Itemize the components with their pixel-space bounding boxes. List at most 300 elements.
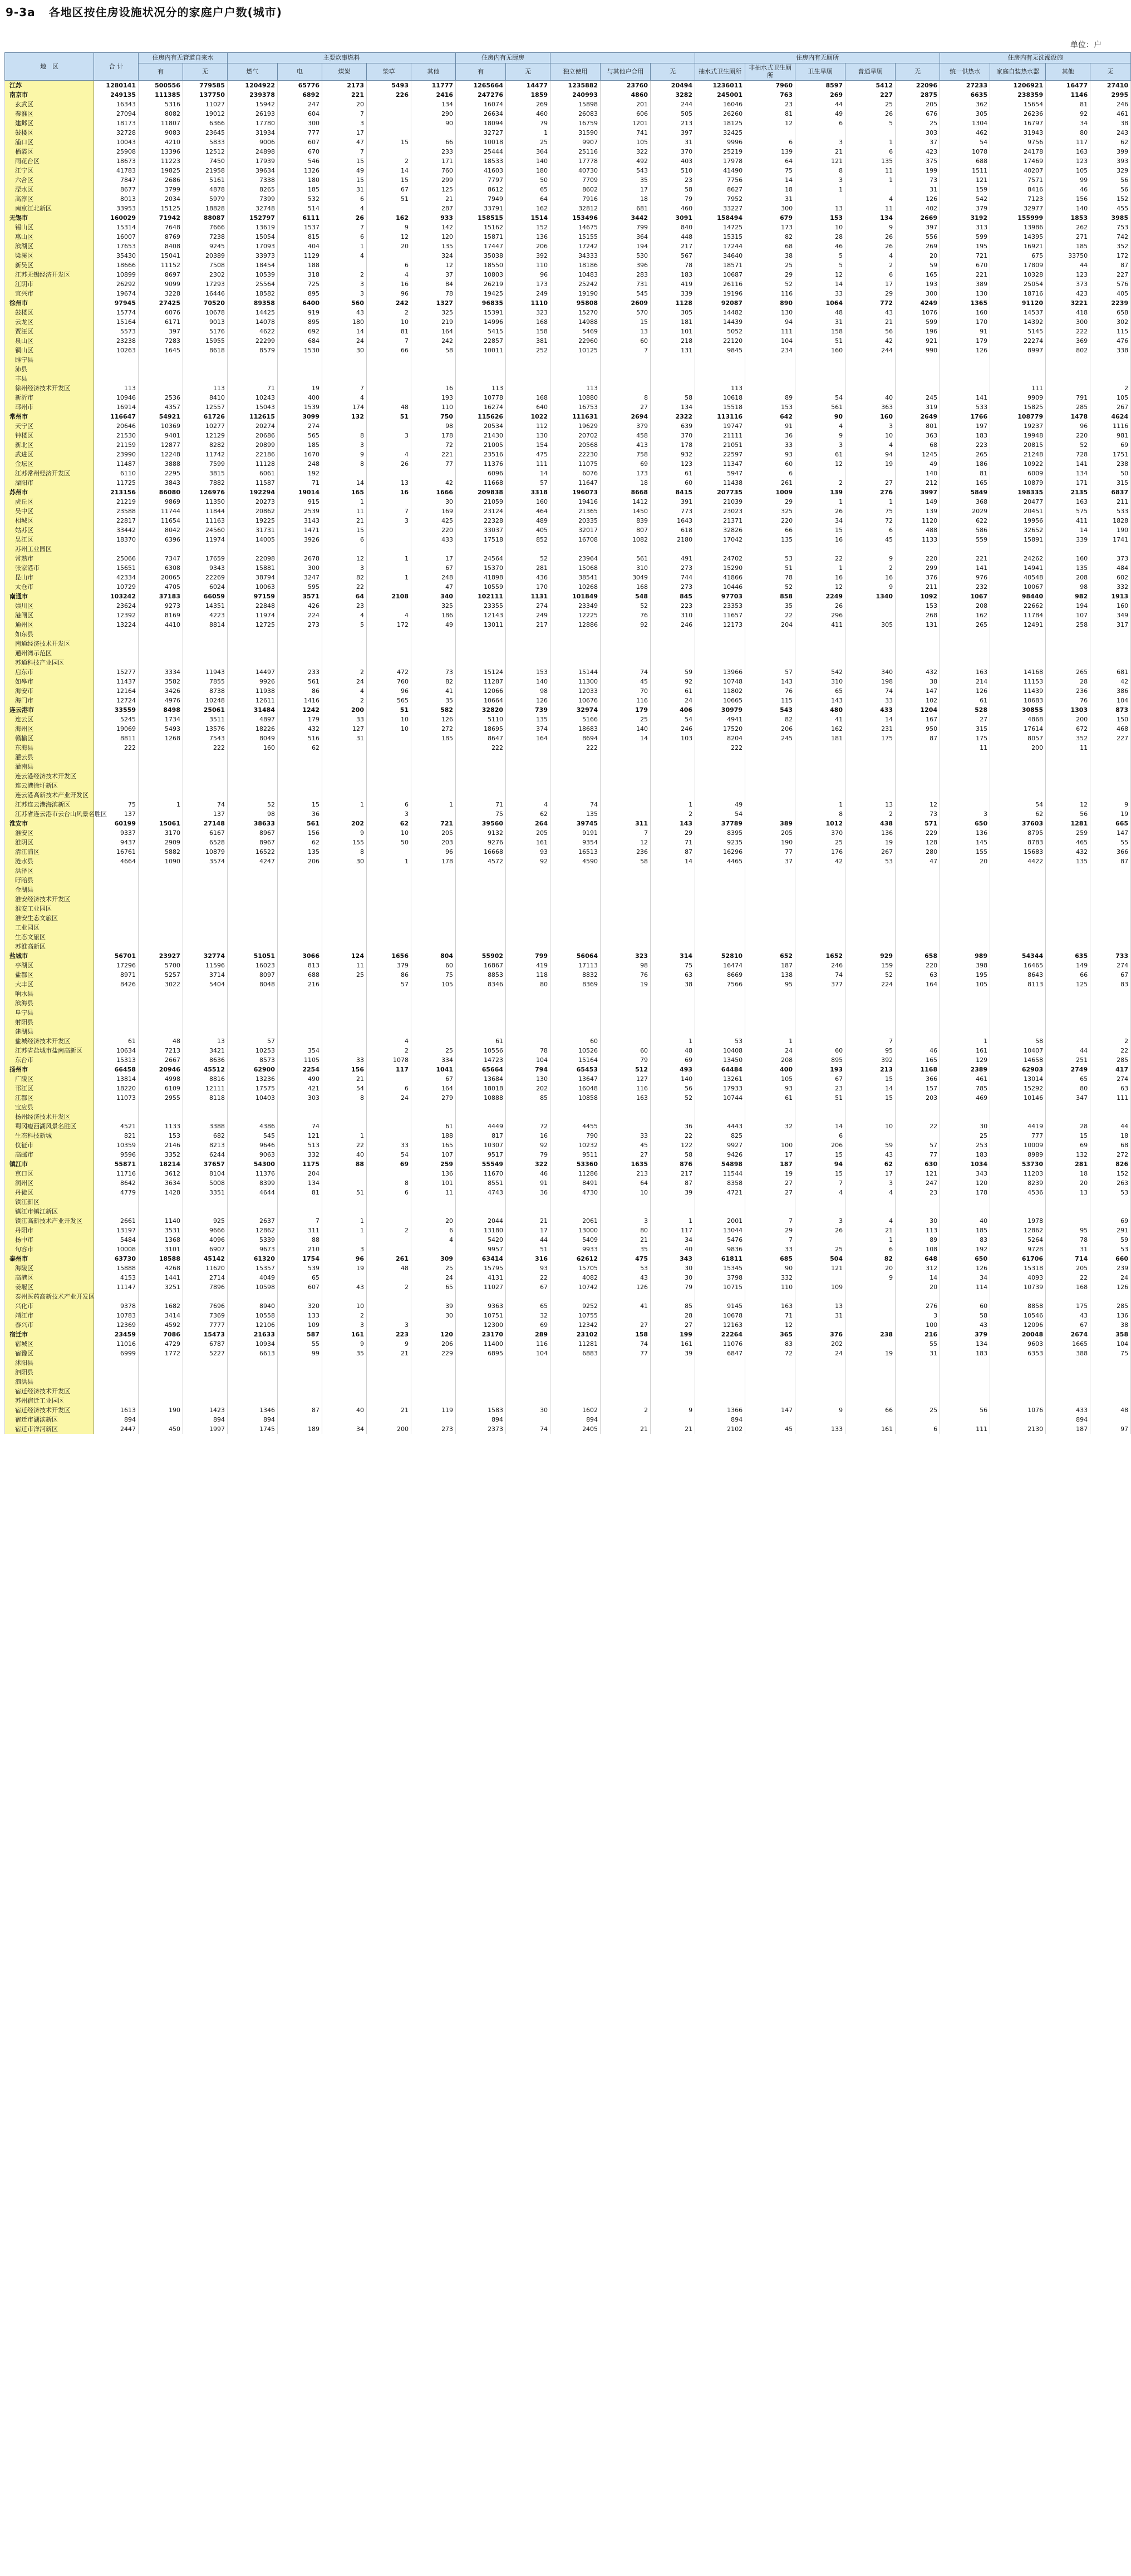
- cell-value: 1129: [278, 251, 322, 260]
- cell-value: 16474: [695, 961, 745, 970]
- cell-value: 12: [601, 838, 651, 847]
- cell-value: [322, 544, 367, 554]
- cell-value: 815: [278, 232, 322, 242]
- cell-value: 1: [367, 554, 411, 563]
- cell-value: 58: [601, 857, 651, 866]
- cell-value: 1265664: [456, 81, 506, 91]
- cell-value: [228, 885, 278, 894]
- cell-value: [795, 866, 845, 876]
- region-name: 洪泽区: [5, 866, 94, 876]
- cell-value: [367, 393, 411, 402]
- cell-value: [601, 374, 651, 384]
- cell-value: 158: [601, 1330, 651, 1339]
- cell-value: [411, 932, 456, 942]
- cell-value: 222: [456, 743, 506, 753]
- cell-value: 4410: [139, 620, 183, 630]
- cell-value: [278, 544, 322, 554]
- cell-value: 54: [322, 1084, 367, 1093]
- cell-value: [795, 1273, 845, 1282]
- cell-value: 216: [278, 980, 322, 989]
- cell-value: [1046, 923, 1090, 932]
- cell-value: 84: [411, 279, 456, 289]
- cell-value: 33227: [695, 204, 745, 213]
- cell-value: [990, 1415, 1046, 1424]
- cell-value: 676: [896, 109, 940, 119]
- cell-value: 52: [745, 582, 795, 592]
- cell-value: 3388: [183, 1122, 228, 1131]
- cell-value: 739: [506, 705, 550, 715]
- cell-value: 158: [795, 327, 845, 336]
- table-row: [5, 1245, 1131, 1254]
- cell-value: [651, 1008, 695, 1017]
- cell-value: 2447: [94, 1424, 139, 1434]
- cell-value: 76: [601, 970, 651, 980]
- cell-value: 60: [601, 336, 651, 346]
- table-row: [5, 838, 1131, 847]
- cell-value: 16007: [94, 232, 139, 242]
- cell-value: 9: [322, 1339, 367, 1349]
- cell-value: 25: [940, 1131, 990, 1140]
- cell-value: [322, 1235, 367, 1245]
- cell-value: [139, 1292, 183, 1301]
- table-code: 9-3a: [6, 6, 36, 19]
- cell-value: 3101: [139, 1245, 183, 1254]
- cell-value: [651, 374, 695, 384]
- cell-value: 3247: [278, 573, 322, 582]
- cell-value: [411, 365, 456, 374]
- cell-value: [367, 1415, 411, 1424]
- cell-value: 117: [651, 1226, 695, 1235]
- cell-value: [1046, 771, 1090, 781]
- cell-value: 37183: [139, 592, 183, 601]
- cell-value: [506, 894, 550, 904]
- table-row: [5, 147, 1131, 156]
- region-name: 淮安生态文旅区: [5, 913, 94, 923]
- cell-value: [506, 544, 550, 554]
- cell-value: 11203: [990, 1169, 1046, 1178]
- cell-value: 274: [1090, 1074, 1131, 1084]
- cell-value: 4247: [228, 857, 278, 866]
- cell-value: 10063: [228, 582, 278, 592]
- cell-value: 1511: [940, 166, 990, 175]
- cell-value: 22848: [228, 601, 278, 611]
- cell-value: 207735: [695, 488, 745, 497]
- cell-value: [411, 923, 456, 932]
- cell-value: 492: [601, 156, 651, 166]
- cell-value: 618: [651, 525, 695, 535]
- cell-value: [745, 648, 795, 658]
- cell-value: [1046, 781, 1090, 790]
- cell-value: 169: [411, 507, 456, 516]
- cell-value: 15: [795, 525, 845, 535]
- cell-value: 8118: [183, 1093, 228, 1103]
- cell-value: 157: [896, 1084, 940, 1093]
- cell-value: 188: [278, 260, 322, 270]
- cell-value: 575: [1046, 507, 1090, 516]
- table-row: [5, 317, 1131, 327]
- cell-value: 15391: [456, 308, 506, 317]
- cell-value: 113116: [695, 412, 745, 421]
- cell-value: 23023: [695, 507, 745, 516]
- cell-value: [139, 355, 183, 365]
- cell-value: 10: [322, 1301, 367, 1311]
- region-name: 镇江高新技术产业开发区: [5, 1216, 94, 1226]
- cell-value: [1046, 904, 1090, 913]
- cell-value: 272: [1090, 1150, 1131, 1159]
- cell-value: 3634: [139, 1178, 183, 1188]
- cell-value: 8399: [228, 1178, 278, 1188]
- cell-value: 542: [795, 667, 845, 677]
- cell-value: 60: [745, 459, 795, 469]
- cell-value: 1734: [139, 715, 183, 724]
- cell-value: 989: [940, 951, 990, 961]
- cell-value: 6: [845, 270, 896, 279]
- cell-value: 1368: [139, 1235, 183, 1245]
- cell-value: 23349: [550, 601, 601, 611]
- region-name: 泰州市: [5, 1254, 94, 1264]
- cell-value: 3066: [278, 951, 322, 961]
- cell-value: 72: [745, 1349, 795, 1358]
- cell-value: 181: [651, 317, 695, 327]
- cell-value: 1: [795, 497, 845, 507]
- cell-value: [506, 630, 550, 639]
- cell-value: 3318: [506, 488, 550, 497]
- cell-value: 2034: [139, 194, 183, 204]
- cell-value: 22: [322, 1140, 367, 1150]
- cell-value: 150: [1090, 715, 1131, 724]
- table-row: [5, 384, 1131, 393]
- cell-value: 386: [1090, 686, 1131, 696]
- cell-value: 1: [322, 1216, 367, 1226]
- cell-value: 283: [601, 270, 651, 279]
- cell-value: [367, 932, 411, 942]
- header-sub-3: 电: [278, 63, 322, 81]
- cell-value: 1530: [278, 346, 322, 355]
- cell-value: [845, 1368, 896, 1377]
- cell-value: 10880: [550, 393, 601, 402]
- cell-value: 933: [411, 213, 456, 223]
- cell-value: 419: [651, 279, 695, 289]
- cell-value: 476: [1090, 336, 1131, 346]
- cell-value: 205: [506, 828, 550, 838]
- cell-value: [695, 365, 745, 374]
- cell-value: 15705: [550, 1264, 601, 1273]
- cell-value: [795, 781, 845, 790]
- cell-value: [651, 384, 695, 393]
- cell-value: [745, 753, 795, 762]
- cell-value: 3192: [940, 213, 990, 223]
- cell-value: 7: [322, 223, 367, 232]
- cell-value: [745, 1292, 795, 1301]
- cell-value: 3352: [139, 1150, 183, 1159]
- cell-value: 208: [745, 1055, 795, 1065]
- cell-value: [651, 1017, 695, 1027]
- cell-value: [1046, 658, 1090, 667]
- cell-value: [896, 1292, 940, 1301]
- cell-value: 10248: [183, 696, 228, 705]
- table-row: [5, 175, 1131, 185]
- cell-value: 300: [896, 289, 940, 298]
- cell-value: 98: [411, 421, 456, 431]
- cell-value: 4729: [139, 1339, 183, 1349]
- cell-value: 1754: [278, 1254, 322, 1264]
- cell-value: 11: [322, 507, 367, 516]
- cell-value: 258: [1046, 620, 1090, 630]
- cell-value: 14395: [990, 232, 1046, 242]
- cell-value: 11016: [94, 1339, 139, 1349]
- cell-value: 1537: [278, 223, 322, 232]
- cell-value: [367, 1027, 411, 1036]
- cell-value: 813: [278, 961, 322, 970]
- cell-value: [1046, 999, 1090, 1008]
- region-name: 高淳区: [5, 194, 94, 204]
- cell-value: 405: [506, 525, 550, 535]
- cell-value: 2661: [94, 1216, 139, 1226]
- cell-value: 25908: [94, 147, 139, 156]
- cell-value: 16274: [456, 402, 506, 412]
- cell-value: 5227: [183, 1349, 228, 1358]
- cell-value: [322, 1178, 367, 1188]
- cell-value: [94, 866, 139, 876]
- cell-value: 11376: [456, 459, 506, 469]
- cell-value: 21111: [695, 431, 745, 440]
- cell-value: [322, 753, 367, 762]
- cell-value: 27: [745, 1188, 795, 1197]
- cell-value: [139, 876, 183, 885]
- cell-value: 38541: [550, 573, 601, 582]
- cell-value: 94: [795, 1159, 845, 1169]
- cell-value: 7508: [183, 260, 228, 270]
- cell-value: [990, 790, 1046, 800]
- cell-value: 40: [651, 1245, 695, 1254]
- cell-value: 12: [795, 459, 845, 469]
- cell-value: [278, 999, 322, 1008]
- cell-value: [695, 1396, 745, 1405]
- cell-value: 15124: [456, 667, 506, 677]
- cell-value: [550, 1027, 601, 1036]
- region-name: 东海县: [5, 743, 94, 753]
- region-name: 清江浦区: [5, 847, 94, 857]
- region-name: 常熟市: [5, 554, 94, 563]
- cell-value: [94, 1017, 139, 1027]
- cell-value: [1090, 989, 1131, 999]
- cell-value: 121: [896, 1169, 940, 1178]
- cell-value: [367, 563, 411, 573]
- cell-value: [411, 469, 456, 478]
- cell-value: 18018: [456, 1084, 506, 1093]
- cell-value: [550, 913, 601, 923]
- cell-value: 11974: [183, 535, 228, 544]
- cell-value: 19825: [139, 166, 183, 175]
- cell-value: 721: [940, 251, 990, 260]
- cell-value: 817: [456, 1131, 506, 1140]
- header-group-fuel: 主要炊事燃料: [228, 53, 456, 63]
- cell-value: 10676: [550, 696, 601, 705]
- cell-value: 13197: [94, 1226, 139, 1235]
- region-name: 武进区: [5, 450, 94, 459]
- cell-value: 329: [1090, 166, 1131, 175]
- cell-value: [896, 1368, 940, 1377]
- cell-value: 11: [322, 961, 367, 970]
- cell-value: 240993: [550, 90, 601, 100]
- cell-value: 1741: [1090, 535, 1131, 544]
- cell-value: 20477: [990, 497, 1046, 507]
- cell-value: 116: [506, 1339, 550, 1349]
- cell-value: [1046, 1377, 1090, 1387]
- cell-value: [1090, 942, 1131, 951]
- cell-value: [139, 923, 183, 932]
- region-name: 宿迁经济技术开发区: [5, 1387, 94, 1396]
- cell-value: 858: [745, 592, 795, 601]
- cell-value: [278, 1036, 322, 1046]
- cell-value: 419: [506, 961, 550, 970]
- cell-value: [228, 630, 278, 639]
- cell-value: 1: [795, 563, 845, 573]
- cell-value: 104: [506, 1349, 550, 1358]
- cell-value: [94, 762, 139, 771]
- cell-value: 12491: [990, 620, 1046, 630]
- cell-value: [990, 1368, 1046, 1377]
- cell-value: 23645: [183, 128, 228, 137]
- cell-value: 9426: [695, 1150, 745, 1159]
- cell-value: 30: [322, 346, 367, 355]
- cell-value: 74: [601, 1339, 651, 1349]
- cell-value: 281: [1046, 1159, 1090, 1169]
- cell-value: 285: [1090, 1055, 1131, 1065]
- cell-value: [367, 648, 411, 658]
- cell-value: [940, 800, 990, 809]
- cell-value: [745, 1387, 795, 1396]
- cell-value: [411, 1377, 456, 1387]
- cell-value: 8169: [139, 611, 183, 620]
- cell-value: 504: [795, 1254, 845, 1264]
- cell-value: [183, 904, 228, 913]
- cell-value: 14: [322, 327, 367, 336]
- cell-value: 794: [506, 1065, 550, 1074]
- cell-value: [367, 497, 411, 507]
- cell-value: 3: [940, 809, 990, 819]
- cell-value: 274: [506, 601, 550, 611]
- cell-value: 179: [940, 336, 990, 346]
- cell-value: 162: [506, 204, 550, 213]
- cell-value: 25: [896, 1405, 940, 1415]
- cell-value: 8997: [990, 346, 1046, 355]
- cell-value: 8989: [990, 1150, 1046, 1159]
- cell-value: 158494: [695, 213, 745, 223]
- cell-value: 981: [1090, 431, 1131, 440]
- cell-value: 11844: [183, 507, 228, 516]
- cell-value: 21051: [695, 440, 745, 450]
- region-name: 淮安经济技术开发区: [5, 894, 94, 904]
- cell-value: 362: [940, 100, 990, 109]
- cell-value: 315: [940, 724, 990, 734]
- cell-value: [506, 1396, 550, 1405]
- cell-value: [795, 932, 845, 942]
- cell-value: 4455: [550, 1122, 601, 1131]
- cell-value: [411, 1027, 456, 1036]
- table-row: [5, 639, 1131, 648]
- cell-value: 10858: [550, 1093, 601, 1103]
- region-name: 东台市: [5, 1055, 94, 1065]
- cell-value: [228, 658, 278, 667]
- cell-value: 59: [1090, 1235, 1131, 1245]
- cell-value: [94, 894, 139, 904]
- cell-value: 1913: [1090, 592, 1131, 601]
- cell-value: 21: [506, 1216, 550, 1226]
- cell-value: 83: [745, 1339, 795, 1349]
- cell-value: 43: [322, 1282, 367, 1292]
- cell-value: [990, 1387, 1046, 1396]
- cell-value: [139, 743, 183, 753]
- cell-value: [795, 1235, 845, 1245]
- region-name: 新吴区: [5, 260, 94, 270]
- cell-value: [278, 1207, 322, 1216]
- header-sub-16: 无: [896, 63, 940, 81]
- cell-value: 223: [367, 1330, 411, 1339]
- cell-value: [506, 355, 550, 365]
- table-row: [5, 374, 1131, 384]
- cell-value: 10742: [550, 1282, 601, 1292]
- cell-value: [601, 1387, 651, 1396]
- cell-value: 894: [183, 1415, 228, 1424]
- cell-value: 310: [651, 611, 695, 620]
- cell-value: 21: [651, 1424, 695, 1434]
- cell-value: 16921: [990, 242, 1046, 251]
- cell-value: [278, 904, 322, 913]
- cell-value: 567: [651, 251, 695, 260]
- cell-value: 24262: [990, 554, 1046, 563]
- cell-value: 105: [1046, 166, 1090, 175]
- cell-value: 196073: [550, 488, 601, 497]
- cell-value: 1514: [506, 213, 550, 223]
- region-name: 惠山区: [5, 232, 94, 242]
- cell-value: 4153: [94, 1273, 139, 1282]
- cell-value: [695, 923, 745, 932]
- cell-value: 14078: [228, 317, 278, 327]
- cell-value: 139: [795, 488, 845, 497]
- cell-value: 60: [940, 1301, 990, 1311]
- cell-value: 11725: [94, 478, 139, 488]
- cell-value: [506, 771, 550, 781]
- cell-value: 396: [601, 260, 651, 270]
- cell-value: 679: [745, 213, 795, 223]
- cell-value: 1366: [695, 1405, 745, 1415]
- cell-value: 391: [651, 497, 695, 507]
- cell-value: [651, 630, 695, 639]
- cell-value: 894: [550, 1415, 601, 1424]
- cell-value: [896, 866, 940, 876]
- cell-value: 75: [94, 800, 139, 809]
- region-name: 江都区: [5, 1093, 94, 1103]
- cell-value: [745, 866, 795, 876]
- cell-value: [550, 648, 601, 658]
- cell-value: [183, 876, 228, 885]
- cell-value: [651, 1358, 695, 1368]
- cell-value: 4: [795, 421, 845, 431]
- cell-value: [139, 753, 183, 762]
- cell-value: 58: [651, 185, 695, 194]
- cell-value: 14482: [695, 308, 745, 317]
- cell-value: 8213: [183, 1140, 228, 1150]
- cell-value: [367, 1358, 411, 1368]
- cell-value: 20568: [550, 440, 601, 450]
- cell-value: [845, 989, 896, 999]
- cell-value: 126: [940, 346, 990, 355]
- cell-value: 219: [411, 317, 456, 327]
- cell-value: 4: [322, 686, 367, 696]
- cell-value: 373: [1046, 279, 1090, 289]
- cell-value: 8612: [456, 185, 506, 194]
